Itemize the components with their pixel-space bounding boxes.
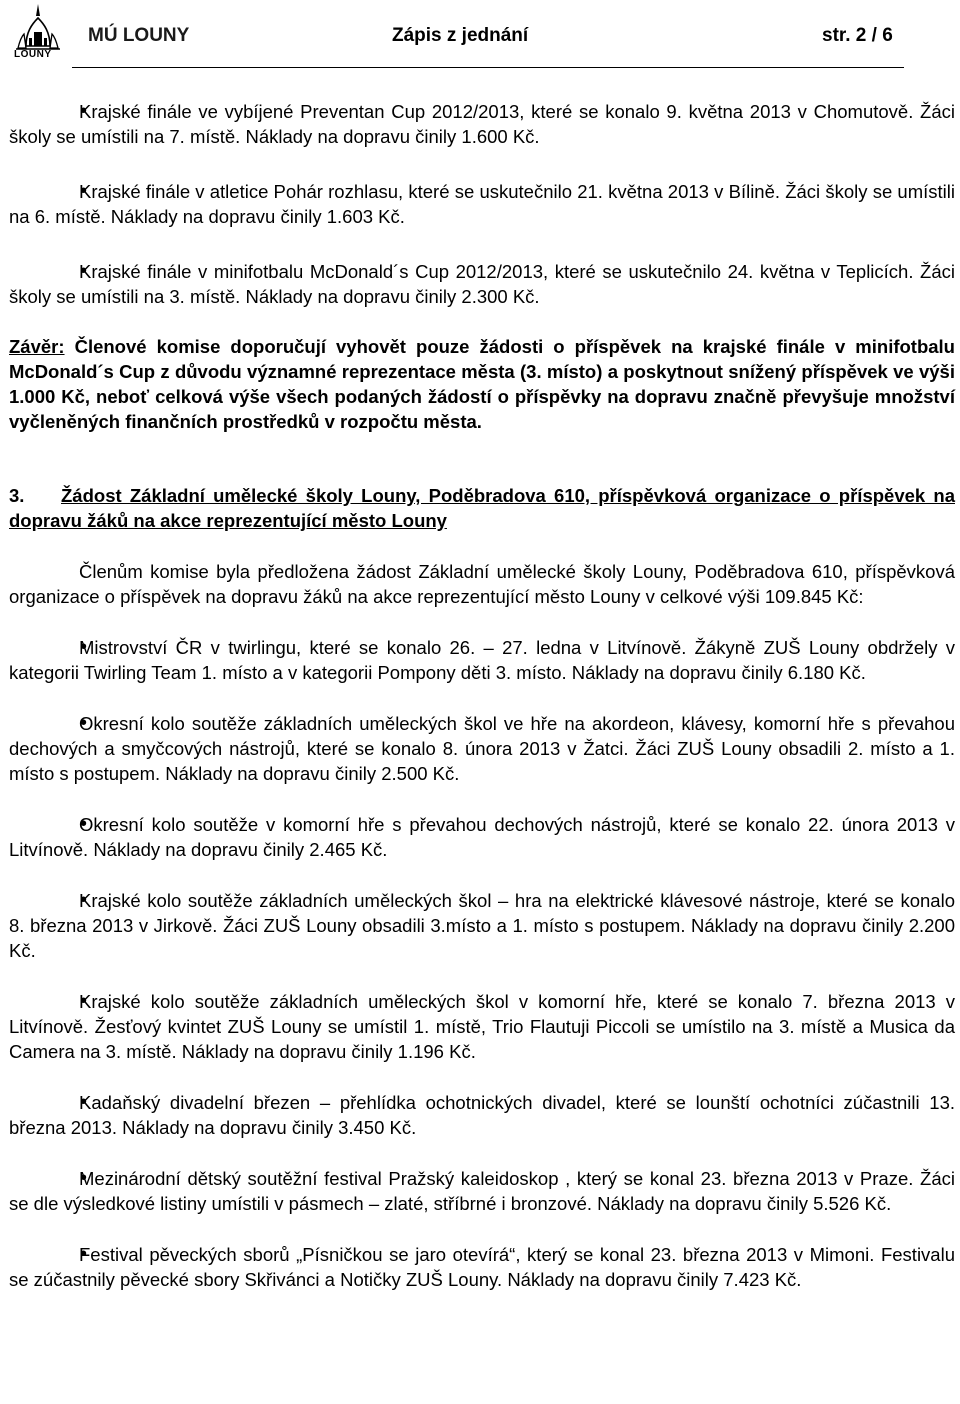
- section-title: Žádost Základní umělecké školy Louny, Poděbradova 610, příspěvková organizace o příspěvek na dopravu žáků na akce reprezentující město Louny: [9, 485, 955, 531]
- list-item: • Krajské kolo soutěže základních uměleckých škol v komorní hře, které se konalo 7. března 2013 v Litvínově. Žesťový kvintet ZUŠ Louny se umístil 1. místě, Trio Flautuji Piccoli se umístilo na 3. místě a Musica da Camera na 3. místě. Náklady na dopravu činily 1.196 Kč.: [9, 989, 955, 1064]
- document-body: [9, 99, 955, 1292]
- conclusion-paragraph: [9, 334, 955, 434]
- header-rule: [72, 67, 904, 68]
- section-intro: Členům komise byla předložena žádost Základní umělecké školy Louny, Poděbradova 610, příspěvková organizace o příspěvek na dopravu žáků na akce reprezentující město Louny v celkové výši 109.845 Kč:: [9, 561, 955, 607]
- conclusion-label: Závěr:: [9, 336, 65, 357]
- document-title: Zápis z jednání: [392, 25, 529, 46]
- list-item: • Festival pěveckých sborů „Písničkou se jaro otevírá“, který se konal 23. března 2013 v Mimoni. Festivalu se zúčastnily pěvecké sbory Skřivánci a Notičky ZUŠ Louny. Náklady na dopravu činily 7.423 Kč.: [9, 1242, 955, 1292]
- list-item: • Krajské finále v atletice Pohár rozhlasu, které se uskutečnilo 21. května 2013 v Bílině. Žáci školy se umístili na 6. místě. Náklady na dopravu činily 1.603 Kč.: [9, 179, 955, 229]
- page-header: [0, 0, 960, 72]
- page-number: str. 2 / 6: [822, 25, 893, 46]
- section-number: 3.: [9, 485, 25, 506]
- list-item: • Kadaňský divadelní březen – přehlídka ochotnických divadel, které se lounští ochotníci zúčastnili 13. března 2013. Náklady na dopravu činily 3.450 Kč.: [9, 1090, 955, 1140]
- list-item: • Mistrovství ČR v twirlingu, které se konalo 26. – 27. ledna v Litvínově. Žákyně ZUŠ Louny obdržely v kategorii Twirling Team 1. místo a v kategorii Pompony děti 3. místo. Náklady na dopravu činily 6.180 Kč.: [9, 635, 955, 685]
- office-name: MÚ LOUNY: [88, 25, 190, 46]
- conclusion-text: Členové komise doporučují vyhovět pouze žádosti o příspěvek na krajské finále v minifotbalu McDonald´s Cup z důvodu významné reprezentace města (3. místo) a poskytnout snížený příspěvek ve výši 1.000 Kč, neboť celková výše všech podaných žádostí o příspěvky na dopravu značně převyšuje množství vyčleněných finančních prostředků v rozpočtu města.: [9, 336, 955, 432]
- list-item: • Okresní kolo soutěže v komorní hře s převahou dechových nástrojů, které se konalo 22. února 2013 v Litvínově. Náklady na dopravu činily 2.465 Kč.: [9, 812, 955, 862]
- list-item: • Okresní kolo soutěže základních uměleckých škol ve hře na akordeon, klávesy, komorní hře s převahou dechových a smyčcových nástrojů, které se konalo 8. února 2013 v Žatci. Žáci ZUŠ Louny obsadili 2. místo a 1. místo s postupem. Náklady na dopravu činily 2.500 Kč.: [9, 711, 955, 786]
- list-item: • Krajské finále ve vybíjené Preventan Cup 2012/2013, které se konalo 9. května 2013 v Chomutově. Žáci školy se umístili na 7. místě. Náklady na dopravu činily 1.600 Kč.: [9, 99, 955, 149]
- list-item: • Mezinárodní dětský soutěžní festival Pražský kaleidoskop , který se konal 23. března 2013 v Praze. Žáci se dle výsledkové listiny umístili v pásmech – zlaté, stříbrné i bronzové. Náklady na dopravu činily 5.526 Kč.: [9, 1166, 955, 1216]
- list-item: • Krajské finále v minifotbalu McDonald´s Cup 2012/2013, které se uskutečnilo 24. května v Teplicích. Žáci školy se umístili na 3. místě. Náklady na dopravu činily 2.300 Kč.: [9, 259, 955, 309]
- list-item: • Krajské kolo soutěže základních uměleckých škol – hra na elektrické klávesové nástroje, které se konalo 8. března 2013 v Jirkově. Žáci ZUŠ Louny obsadili 3.místo a 1. místo s postupem. Náklady na dopravu činily 2.200 Kč.: [9, 888, 955, 963]
- logo-text: LOUNY: [14, 49, 52, 60]
- section-heading: [9, 483, 955, 533]
